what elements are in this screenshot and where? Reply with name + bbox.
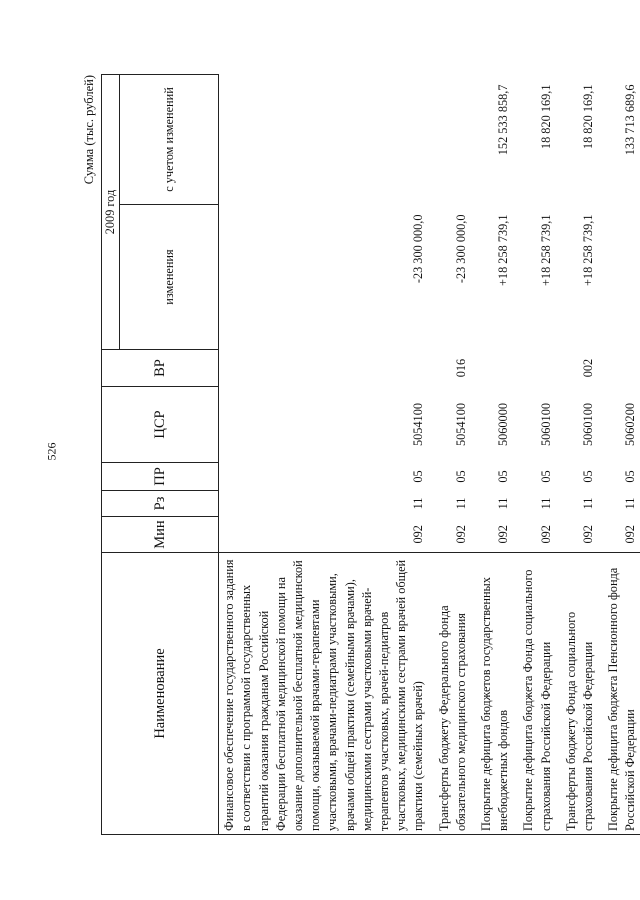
row-csr: 5054100: [411, 402, 426, 447]
row-rz: 11: [453, 497, 468, 510]
row-rz: 11: [411, 497, 426, 510]
units-label: Сумма (тыс. рублей): [82, 75, 96, 185]
row-total: [219, 75, 428, 205]
row-change: [597, 205, 639, 350]
row-vr: [219, 350, 428, 387]
row-total: 18 820 169,1: [581, 84, 596, 150]
table-row: [555, 75, 597, 835]
row-name: Трансферты бюджету Фонда социального страхования Российской Федерации: [555, 553, 597, 835]
header-vr: ВР: [102, 350, 219, 387]
table-body: [219, 75, 640, 835]
table-row: [219, 75, 428, 835]
row-name: Трансферты бюджету Федерального фонда обязательного медицинского страхования: [428, 553, 470, 835]
row-pr: 05: [496, 470, 511, 483]
row-vr: 002: [581, 358, 596, 378]
row-pr: 05: [411, 470, 426, 483]
row-name: Финансовое обеспечение государственного задания в соответствии с программой государственных гарантий оказания гражданам Российской Федерации бесплатной медицинской помощи на оказание дополнительной бесплатной медицинской помощи, оказываемой врачами-терапевтами участковыми, врачами-педиатрами участковыми, врачами общей практики (семейными врачами), медицинскими сестрами участковыми врачей-терапевтов участковых, врачей-педиатров участковых, медицинскими сестрами врачей общей практики (семейных врачей): [219, 553, 428, 835]
row-min: 092: [623, 525, 638, 544]
row-rz: 11: [496, 497, 511, 510]
row-pr: 05: [623, 470, 638, 483]
header-with-changes: с учетом изменений: [120, 75, 219, 205]
row-pr: 05: [581, 470, 596, 483]
budget-table: [101, 74, 640, 835]
table-row: [512, 75, 554, 835]
table-row: [597, 75, 639, 835]
row-name: Покрытие дефицита бюджета Пенсионного фонда Российской Федерации: [597, 553, 639, 835]
row-csr: 5060100: [538, 402, 553, 447]
row-change: -23 300 000,0: [411, 214, 426, 284]
row-vr: 016: [453, 358, 468, 378]
header-name: Наименование: [102, 553, 219, 835]
header-changes: изменения: [120, 205, 219, 350]
header-year: 2009 год: [102, 75, 120, 350]
row-rz: 11: [623, 497, 638, 510]
row-csr: 5060100: [581, 402, 596, 447]
table-row: [470, 75, 512, 835]
row-total: 133 713 689,6: [623, 84, 638, 156]
row-name: Покрытие дефицита бюджета Фонда социального страхования Российской Федерации: [512, 553, 554, 835]
row-total: [428, 75, 470, 205]
header-pr: ПР: [102, 463, 219, 491]
row-min: 092: [581, 525, 596, 544]
table-header: [102, 75, 219, 835]
row-min: 092: [453, 525, 468, 544]
row-rz: 11: [538, 497, 553, 510]
header-min: Мин: [102, 517, 219, 553]
row-min: 092: [411, 525, 426, 544]
row-pr: 05: [538, 470, 553, 483]
row-csr: 5054100: [453, 402, 468, 447]
table-row: [428, 75, 470, 835]
page-number: 526: [44, 442, 59, 460]
row-pr: 05: [453, 470, 468, 483]
row-csr: 5060200: [623, 402, 638, 447]
row-change: +18 258 739,1: [581, 214, 596, 286]
row-vr: [597, 350, 639, 387]
row-change: +18 258 739,1: [538, 214, 553, 286]
header-csr: ЦСР: [102, 387, 219, 463]
header-rz: Рз: [102, 491, 219, 517]
row-total: 152 533 858,7: [496, 84, 511, 156]
row-name: Покрытие дефицита бюджетов государственных внебюджетных фондов: [470, 553, 512, 835]
row-vr: [512, 350, 554, 387]
row-min: 092: [538, 525, 553, 544]
row-min: 092: [496, 525, 511, 544]
row-change: +18 258 739,1: [496, 214, 511, 286]
row-csr: 5060000: [496, 402, 511, 447]
rotated-table-page: [82, 75, 638, 835]
row-total: 18 820 169,1: [538, 84, 553, 150]
row-change: -23 300 000,0: [453, 214, 468, 284]
row-rz: 11: [581, 497, 596, 510]
row-vr: [470, 350, 512, 387]
